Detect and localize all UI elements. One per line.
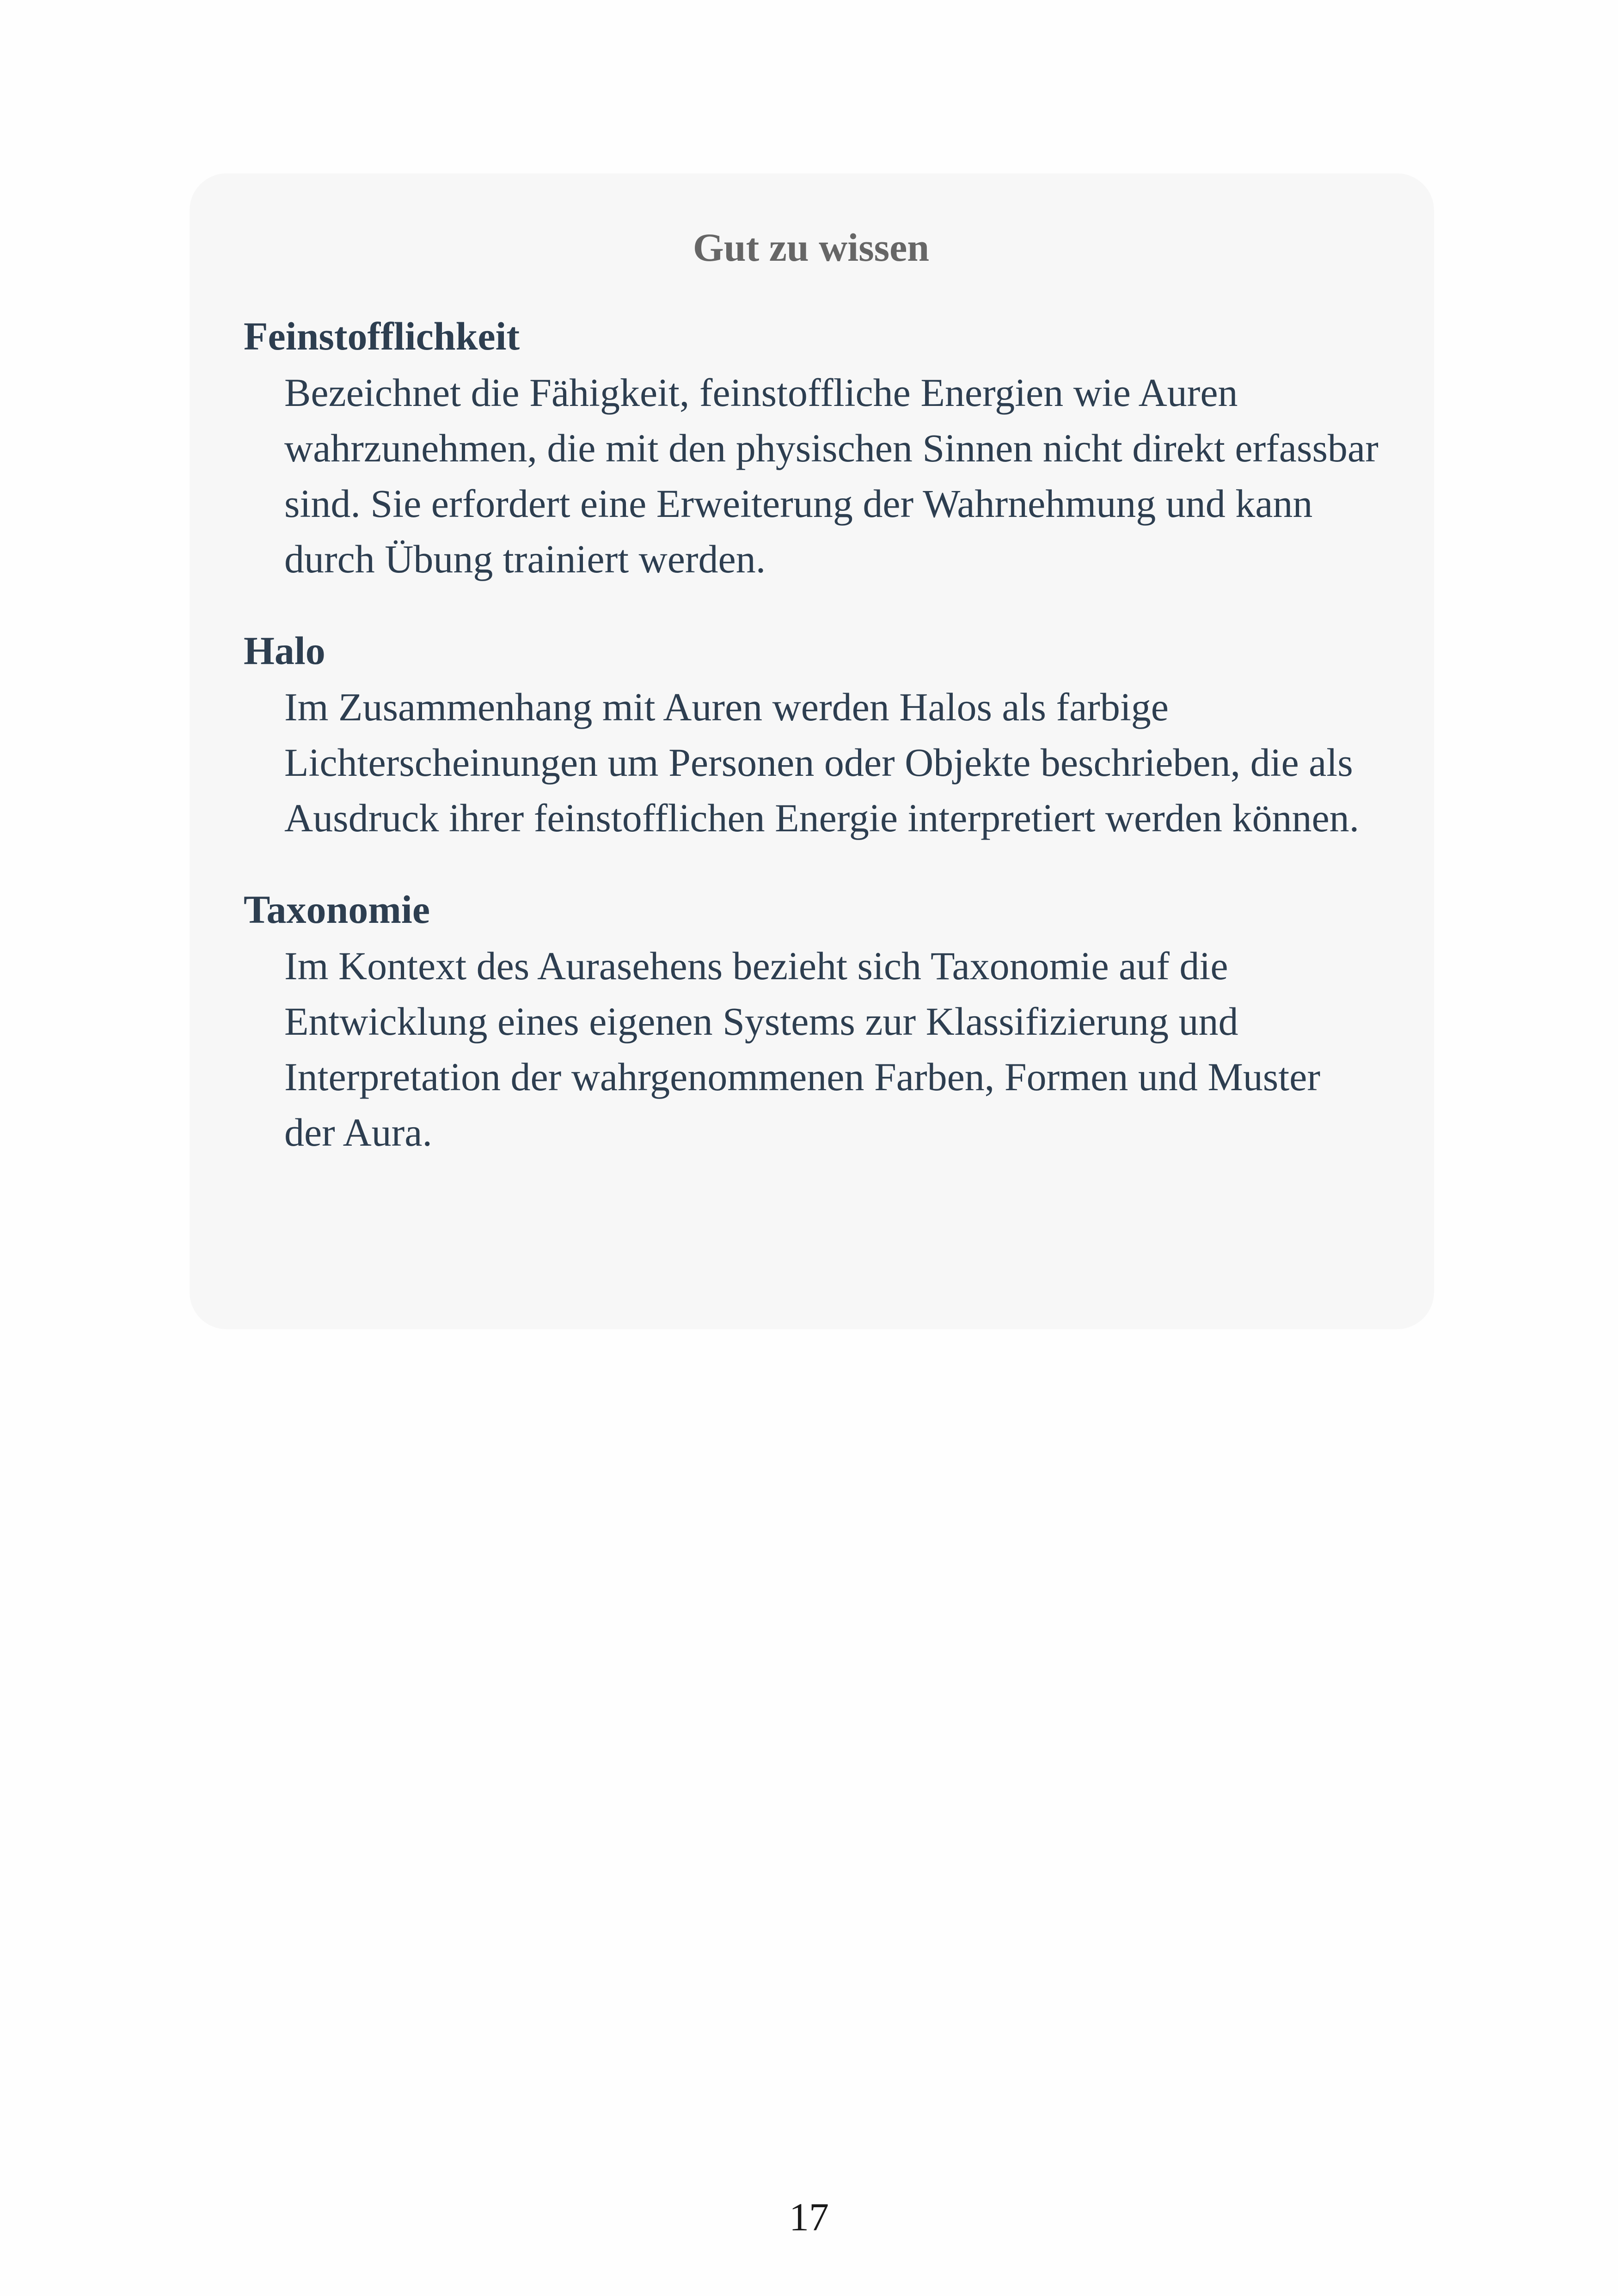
glossary-term: Taxonomie xyxy=(244,887,430,932)
glossary-term: Feinstofflichkeit xyxy=(244,314,520,358)
glossary-entry-taxonomie xyxy=(244,886,1379,1160)
glossary-definition: Bezeichnet die Fähigkeit, feinstoffliche Energien wie Auren wahrzunehmen, die mit den physischen Sinnen nicht direkt erfassbar sind. Sie erfordert eine Erweiterung der Wahrnehmung und kann durch Übung trainiert werden. xyxy=(284,370,1379,581)
glossary-definition: Im Zusammenhang mit Auren werden Halos als farbige Lichterscheinungen um Personen oder Objekte beschrieben, die als Ausdruck ihrer feinstofflichen Energie interpretiert werden können. xyxy=(284,685,1360,840)
page-number: 17 xyxy=(789,2195,829,2239)
glossary-definition: Im Kontext des Aurasehens bezieht sich Taxonomie auf die Entwicklung eines eigenen Systems zur Klassifizierung und Interpretation der wahrgenommenen Farben, Formen und Muster der Aura. xyxy=(284,944,1320,1154)
box-title: Gut zu wissen xyxy=(693,225,930,270)
glossary-entry-feinstofflichkeit xyxy=(244,313,1379,587)
info-box xyxy=(190,173,1434,1329)
glossary-entry-halo xyxy=(244,627,1379,846)
glossary-term: Halo xyxy=(244,628,325,673)
